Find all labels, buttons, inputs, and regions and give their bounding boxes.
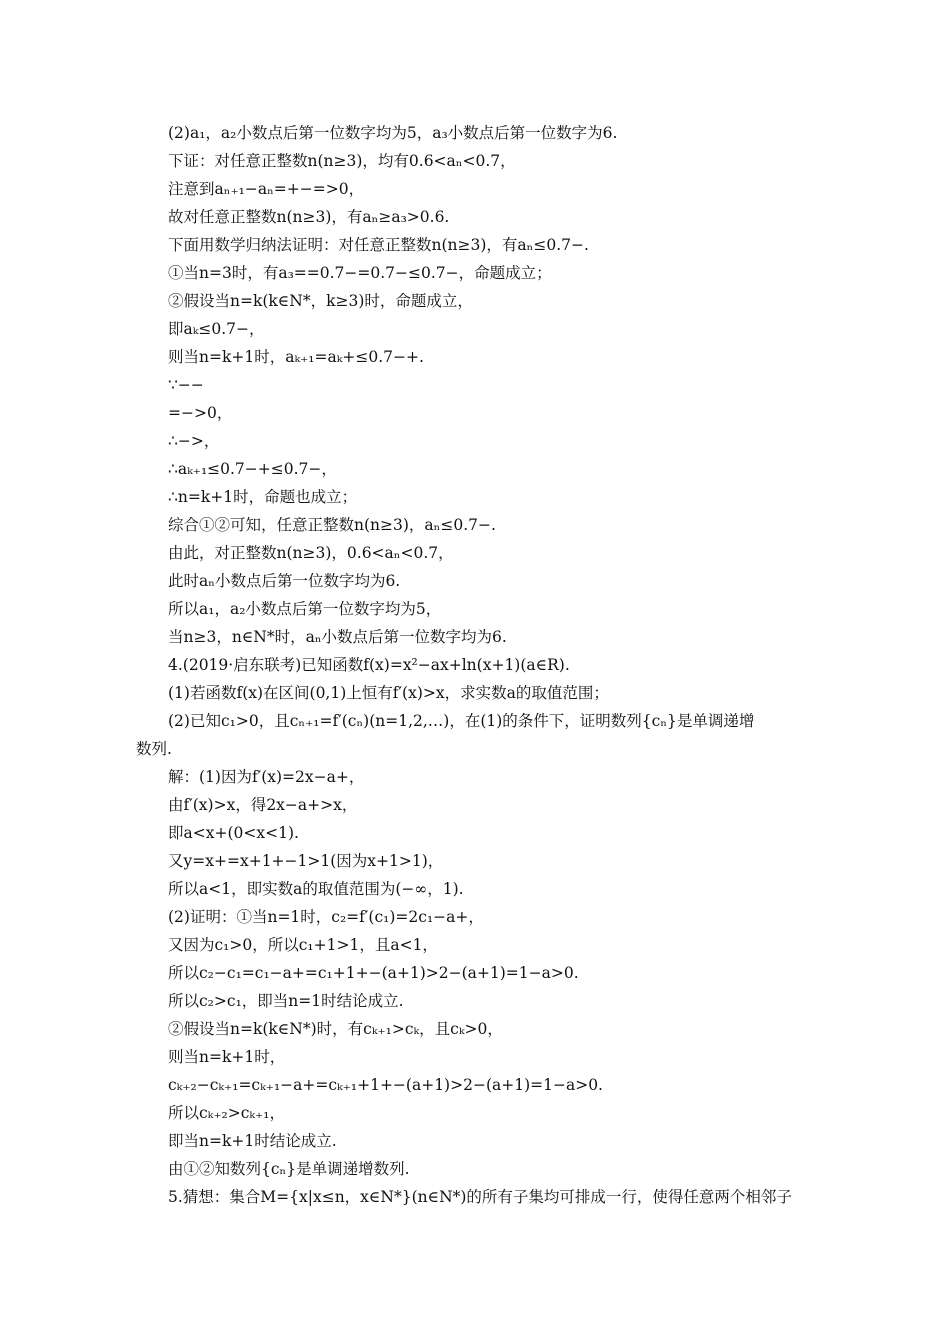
line-text: 数列. bbox=[136, 740, 172, 758]
text-line bbox=[0, 207, 950, 227]
line-text: ∴aₖ₊₁≤0.7−+≤0.7−， bbox=[168, 460, 337, 478]
line-text: 所以c₂>c₁，即当n=1时结论成立. bbox=[168, 992, 404, 1010]
text-line bbox=[0, 907, 950, 927]
text-line bbox=[0, 1075, 950, 1095]
line-text: 即当n=k+1时结论成立. bbox=[168, 1132, 337, 1150]
text-line bbox=[0, 1103, 950, 1123]
line-text: 则当n=k+1时， bbox=[168, 1048, 286, 1066]
text-line bbox=[0, 1019, 950, 1039]
line-text: 又因为c₁>0，所以c₁+1>1，且a<1， bbox=[168, 936, 438, 954]
text-line bbox=[0, 123, 950, 143]
text-line bbox=[0, 543, 950, 563]
line-text: 解：(1)因为f′(x)=2x−a+， bbox=[168, 768, 365, 786]
text-line bbox=[0, 627, 950, 647]
line-text: (2)已知c₁>0，且cₙ₊₁=f′(cₙ)(n=1,2,…)，在(1)的条件下，证明数列{cₙ}是单调递增 bbox=[168, 712, 755, 730]
line-text: 所以a<1，即实数a的取值范围为(−∞，1). bbox=[168, 880, 464, 898]
line-text: ②假设当n=k(k∈N*，k≥3)时，命题成立， bbox=[168, 292, 473, 310]
line-text: 5.猜想：集合M={x|x≤n，x∈N*}(n∈N*)的所有子集均可排成一行，使得任意两个相邻子 bbox=[168, 1188, 792, 1206]
line-text: 所以a₁，a₂小数点后第一位数字均为5， bbox=[168, 600, 442, 618]
line-text: =−>0， bbox=[168, 404, 233, 422]
text-line bbox=[0, 963, 950, 983]
line-text: cₖ₊₂−cₖ₊₁=cₖ₊₁−a+=cₖ₊₁+1+−(a+1)>2−(a+1)=1−a>0. bbox=[168, 1076, 603, 1094]
line-text: (2)证明：①当n=1时，c₂=f′(c₁)=2c₁−a+， bbox=[168, 908, 484, 926]
line-text: ∴−>， bbox=[168, 432, 220, 450]
line-text: 即a<x+(0<x<1). bbox=[168, 824, 299, 842]
text-line bbox=[0, 319, 950, 339]
line-text: ②假设当n=k(k∈N*)时，有cₖ₊₁>cₖ，且cₖ>0， bbox=[168, 1020, 503, 1038]
line-text: ∵−− bbox=[168, 376, 204, 394]
line-text: (2)a₁，a₂小数点后第一位数字均为5，a₃小数点后第一位数字为6. bbox=[168, 124, 618, 142]
text-line bbox=[0, 291, 950, 311]
text-line bbox=[0, 935, 950, 955]
line-text: 所以c₂−c₁=c₁−a+=c₁+1+−(a+1)>2−(a+1)=1−a>0. bbox=[168, 964, 579, 982]
text-line bbox=[0, 179, 950, 199]
line-text: 当n≥3，n∈N*时，aₙ小数点后第一位数字均为6. bbox=[168, 628, 507, 646]
text-line bbox=[0, 375, 950, 395]
line-text: 4.(2019·启东联考)已知函数f(x)=x²−ax+ln(x+1)(a∈R). bbox=[168, 656, 570, 674]
text-line bbox=[0, 1131, 950, 1151]
text-line bbox=[0, 571, 950, 591]
text-line bbox=[0, 739, 950, 759]
line-text: 综合①②可知，任意正整数n(n≥3)，aₙ≤0.7−. bbox=[168, 516, 496, 534]
text-line bbox=[0, 151, 950, 171]
line-text: 此时aₙ小数点后第一位数字均为6. bbox=[168, 572, 401, 590]
line-text: 由f′(x)>x，得2x−a+>x， bbox=[168, 796, 358, 814]
line-text: 由此，对正整数n(n≥3)，0.6<aₙ<0.7， bbox=[168, 544, 454, 562]
line-text: 即aₖ≤0.7−， bbox=[168, 320, 265, 338]
text-line bbox=[0, 991, 950, 1011]
text-line bbox=[0, 515, 950, 535]
line-text: 下面用数学归纳法证明：对任意正整数n(n≥3)，有aₙ≤0.7−. bbox=[168, 236, 589, 254]
line-text: ∴n=k+1时，命题也成立； bbox=[168, 488, 358, 506]
text-line bbox=[0, 1159, 950, 1179]
text-line bbox=[0, 795, 950, 815]
text-line bbox=[0, 459, 950, 479]
text-line bbox=[0, 487, 950, 507]
text-line bbox=[0, 823, 950, 843]
text-line bbox=[0, 851, 950, 871]
line-text: 又y=x+=x+1+−1>1(因为x+1>1)， bbox=[168, 852, 444, 870]
line-text: 下证：对任意正整数n(n≥3)，均有0.6<aₙ<0.7， bbox=[168, 152, 516, 170]
line-text: ①当n=3时，有a₃==0.7−=0.7−≤0.7−，命题成立； bbox=[168, 264, 552, 282]
text-line bbox=[0, 263, 950, 283]
text-line bbox=[0, 235, 950, 255]
text-line bbox=[0, 767, 950, 787]
line-text: 所以cₖ₊₂>cₖ₊₁， bbox=[168, 1104, 285, 1122]
text-line bbox=[0, 711, 950, 731]
text-line bbox=[0, 1047, 950, 1067]
text-line bbox=[0, 683, 950, 703]
line-text: 则当n=k+1时，aₖ₊₁=aₖ+≤0.7−+. bbox=[168, 348, 424, 366]
text-line bbox=[0, 403, 950, 423]
problem-heading bbox=[0, 1187, 950, 1207]
text-line bbox=[0, 431, 950, 451]
text-line bbox=[0, 347, 950, 367]
text-line bbox=[0, 599, 950, 619]
line-text: 注意到aₙ₊₁−aₙ=+−=>0， bbox=[168, 180, 365, 198]
line-text: (1)若函数f(x)在区间(0,1)上恒有f′(x)>x，求实数a的取值范围； bbox=[168, 684, 609, 702]
line-text: 由①②知数列{cₙ}是单调递增数列. bbox=[168, 1160, 410, 1178]
text-line bbox=[0, 879, 950, 899]
line-text: 故对任意正整数n(n≥3)，有aₙ≥a₃>0.6. bbox=[168, 208, 450, 226]
problem-heading bbox=[0, 655, 950, 675]
